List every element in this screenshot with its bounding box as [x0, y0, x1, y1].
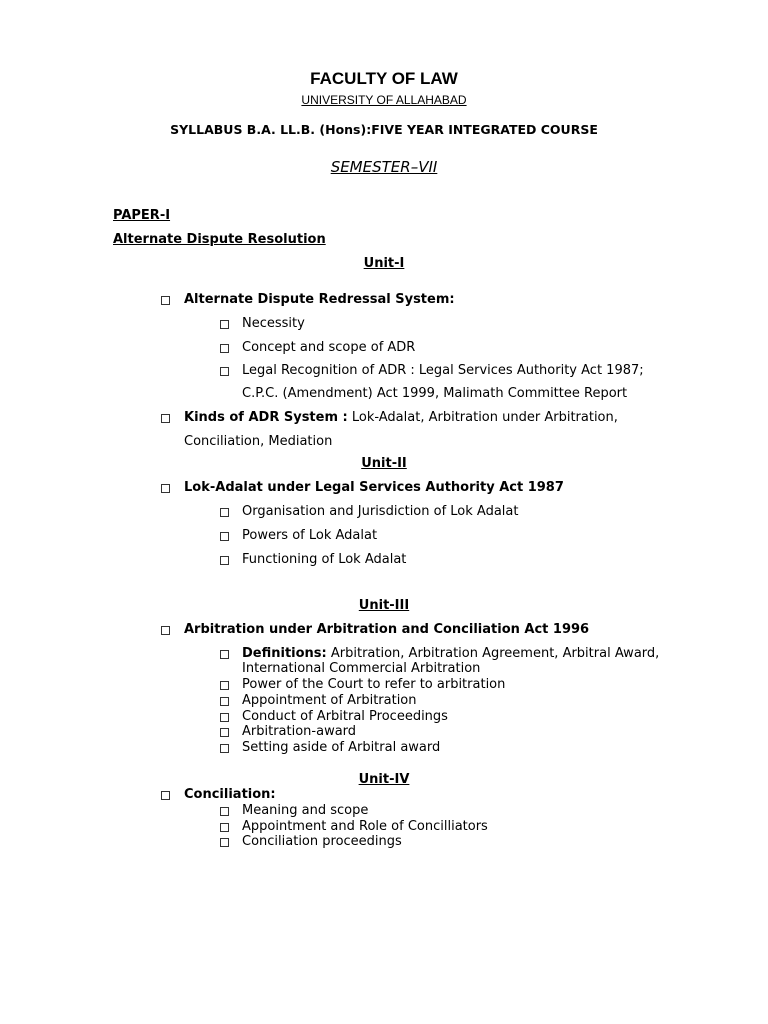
- u3-sub-2: Appointment of Arbitration: [242, 693, 417, 708]
- checkbox-bullet-icon: [220, 367, 229, 376]
- u3-sub-1: Power of the Court to refer to arbitration: [242, 677, 506, 692]
- u1-sub-3-cont: C.P.C. (Amendment) Act 1999, Malimath Committee Report: [242, 386, 628, 401]
- unit-4-title: Unit-IV: [358, 772, 410, 787]
- university-name: UNIVERSITY OF ALLAHABAD: [301, 93, 467, 107]
- u3-item-1: Arbitration under Arbitration and Conciliation Act 1996: [184, 622, 590, 637]
- checkbox-bullet-icon: [220, 807, 229, 816]
- u1-sub-2: Concept and scope of ADR: [242, 340, 416, 355]
- u3-def-text: Arbitration, Arbitration Agreement, Arbitral Award,: [326, 646, 660, 661]
- u1-item-2-cont: Conciliation, Mediation: [184, 434, 333, 449]
- u1-sub-1: Necessity: [242, 316, 305, 331]
- checkbox-bullet-icon: [220, 713, 229, 722]
- checkbox-bullet-icon: [220, 320, 229, 329]
- u1-item-2-text: Lok-Adalat, Arbitration under Arbitration,: [347, 410, 618, 425]
- paper-label: PAPER-I: [113, 208, 171, 223]
- u3-def: [242, 646, 659, 662]
- checkbox-bullet-icon: [220, 508, 229, 517]
- checkbox-bullet-icon: [161, 296, 170, 305]
- checkbox-bullet-icon: [220, 532, 229, 541]
- checkbox-bullet-icon: [220, 823, 229, 832]
- checkbox-bullet-icon: [220, 650, 229, 659]
- u2-sub-3: Functioning of Lok Adalat: [242, 552, 407, 567]
- u1-item-2: [184, 410, 618, 426]
- checkbox-bullet-icon: [220, 344, 229, 353]
- u1-sub-3: Legal Recognition of ADR : Legal Services Authority Act 1987;: [242, 363, 644, 378]
- checkbox-bullet-icon: [161, 791, 170, 800]
- u2-sub-1: Organisation and Jurisdiction of Lok Adalat: [242, 504, 519, 519]
- unit-1-title: Unit-I: [363, 256, 405, 271]
- checkbox-bullet-icon: [161, 414, 170, 423]
- u3-def-heading: Definitions:: [242, 646, 327, 661]
- u4-sub-3: Conciliation proceedings: [242, 834, 402, 849]
- unit-2-title: Unit-II: [361, 456, 407, 471]
- paper-subject: Alternate Dispute Resolution: [113, 232, 326, 247]
- u3-def-cont: International Commercial Arbitration: [242, 661, 481, 676]
- checkbox-bullet-icon: [161, 626, 170, 635]
- u3-sub-4: Arbitration-award: [242, 724, 357, 739]
- u1-item-2-heading: Kinds of ADR System :: [184, 410, 348, 425]
- checkbox-bullet-icon: [220, 681, 229, 690]
- u2-sub-2: Powers of Lok Adalat: [242, 528, 378, 543]
- u3-sub-3: Conduct of Arbitral Proceedings: [242, 709, 448, 724]
- checkbox-bullet-icon: [161, 484, 170, 493]
- u1-item-1: Alternate Dispute Redressal System:: [184, 292, 455, 307]
- syllabus-title: SYLLABUS B.A. LL.B. (Hons):FIVE YEAR INTEGRATED COURSE: [170, 122, 598, 137]
- checkbox-bullet-icon: [220, 556, 229, 565]
- checkbox-bullet-icon: [220, 697, 229, 706]
- semester-title: SEMESTER–VII: [330, 158, 438, 176]
- checkbox-bullet-icon: [220, 728, 229, 737]
- u4-sub-2: Appointment and Role of Concilliators: [242, 819, 488, 834]
- faculty-title: FACULTY OF LAW: [310, 69, 458, 88]
- checkbox-bullet-icon: [220, 744, 229, 753]
- u4-sub-1: Meaning and scope: [242, 803, 369, 818]
- checkbox-bullet-icon: [220, 838, 229, 847]
- unit-3-title: Unit-III: [358, 598, 410, 613]
- u3-sub-5: Setting aside of Arbitral award: [242, 740, 441, 755]
- u4-item-1: Conciliation:: [184, 787, 276, 802]
- u2-item-1: Lok-Adalat under Legal Services Authority Act 1987: [184, 480, 564, 495]
